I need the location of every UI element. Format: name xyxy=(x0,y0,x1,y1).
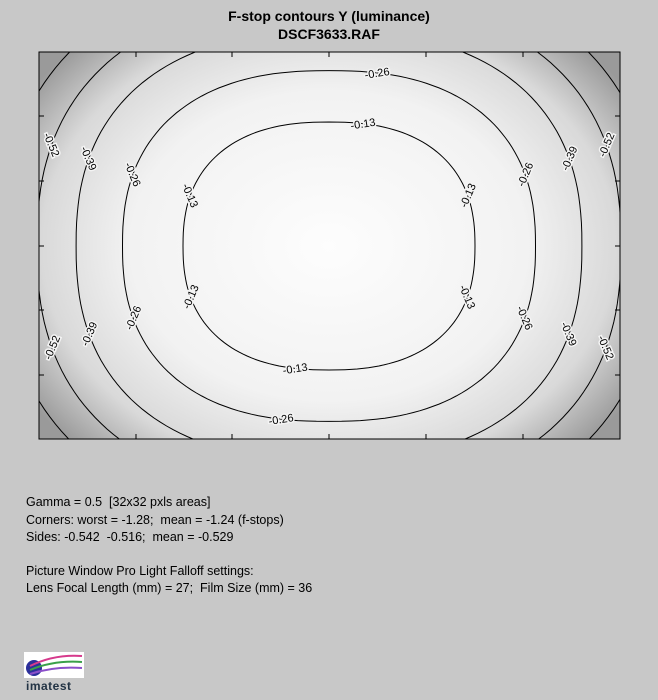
contour-label: -0.13 xyxy=(456,283,478,311)
contour-label: -0.26 xyxy=(513,304,535,332)
contour-label: -0.26 xyxy=(363,66,391,82)
contour-label: -0.39 xyxy=(77,144,99,173)
contour-label: -0.13 xyxy=(458,181,479,210)
contour-label: -0.26 xyxy=(123,304,145,332)
contour-label: -0.13 xyxy=(349,116,377,133)
sides-line: Sides: -0.542 -0.516; mean = -0.529 xyxy=(26,530,234,544)
contour-label: -0.13 xyxy=(281,361,309,378)
contour-label: -0.39 xyxy=(557,320,579,349)
contour-label: -0.39 xyxy=(559,144,581,173)
contour-label: -0.13 xyxy=(179,181,200,210)
contour-label: -0.52 xyxy=(42,333,64,362)
contour-label: -0.26 xyxy=(267,412,295,428)
imatest-logo xyxy=(24,652,84,694)
settings-heading: Picture Window Pro Light Falloff settings: xyxy=(26,564,254,578)
contour-label: -0.26 xyxy=(515,160,537,189)
contour-label: -0.52 xyxy=(40,131,62,159)
gamma-line: Gamma = 0.5 [32x32 pxls areas] xyxy=(26,495,211,509)
contour-label: -0.52 xyxy=(594,333,616,362)
contour-label: -0.39 xyxy=(79,320,101,349)
corners-line: Corners: worst = -1.28; mean = -1.24 (f-stops) xyxy=(26,513,284,527)
chart-subtitle: DSCF3633.RAF xyxy=(278,26,380,42)
plot-area xyxy=(39,52,620,439)
logo-text: imatest xyxy=(26,679,72,693)
contour-label: -0.52 xyxy=(596,131,618,159)
chart-title: F-stop contours Y (luminance) xyxy=(228,8,430,24)
contour-label: -0.26 xyxy=(121,160,143,189)
settings-line: Lens Focal Length (mm) = 27; Film Size (mm) = 36 xyxy=(26,581,313,595)
contour-label: -0.13 xyxy=(180,283,202,311)
